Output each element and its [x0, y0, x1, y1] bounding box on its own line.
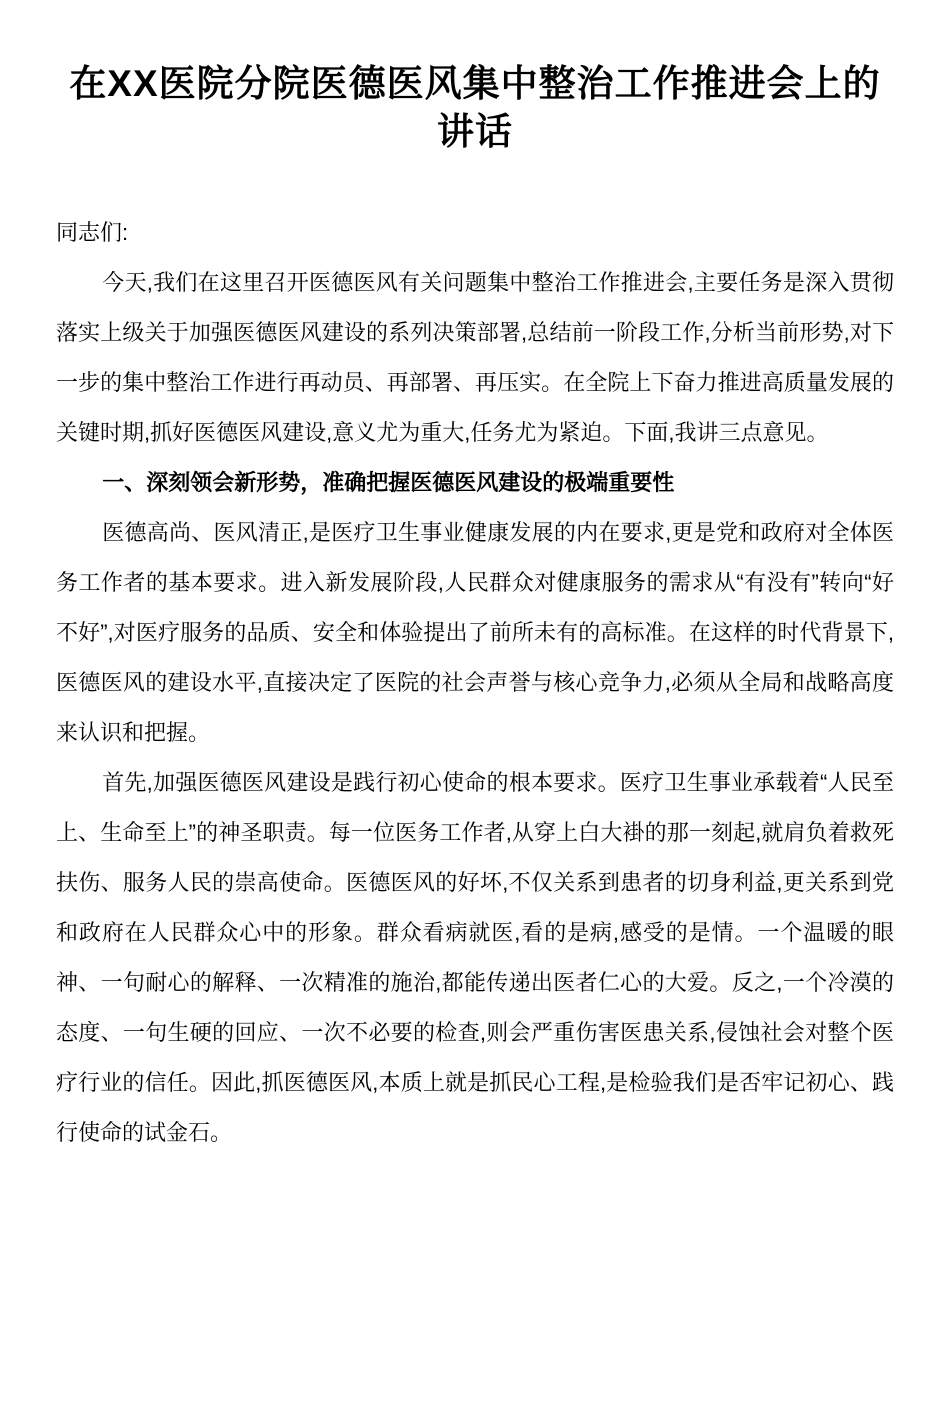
salutation: 同志们:	[56, 220, 129, 245]
document-body	[56, 208, 894, 1158]
document-title: 在XX医院分院医德医风集中整治工作推进会上的讲话	[69, 63, 881, 152]
intro-paragraph: 今天,我们在这里召开医德医风有关问题集中整治工作推进会,主要任务是深入贯彻落实上级关于加强医德医风建设的系列决策部署,总结前一阶段工作,分析当前形势,对下一步的集中整治工作进行再动员、再部署、再压实。在全院上下奋力推进高质量发展的关键时期,抓好医德医风建设,意义尤为重大,任务尤为紧迫。下面,我讲三点意见。	[56, 270, 894, 445]
section-1-paragraph-1: 医德高尚、医风清正,是医疗卫生事业健康发展的内在要求,更是党和政府对全体医务工作者的基本要求。进入新发展阶段,人民群众对健康服务的需求从“有没有”转向“好不好”,对医疗服务的品质、安全和体验提出了前所未有的高标准。在这样的时代背景下,医德医风的建设水平,直接决定了医院的社会声誉与核心竞争力,必须从全局和战略高度来认识和把握。	[56, 520, 894, 745]
section-1-paragraph-2: 首先,加强医德医风建设是践行初心使命的根本要求。医疗卫生事业承载着“人民至上、生命至上”的神圣职责。每一位医务工作者,从穿上白大褂的那一刻起,就肩负着救死扶伤、服务人民的崇高使命。医德医风的好坏,不仅关系到患者的切身利益,更关系到党和政府在人民群众心中的形象。群众看病就医,看的是病,感受的是情。一个温暖的眼神、一句耐心的解释、一次精准的施治,都能传递出医者仁心的大爱。反之,一个冷漠的态度、一句生硬的回应、一次不必要的检查,则会严重伤害医患关系,侵蚀社会对整个医疗行业的信任。因此,抓医德医风,本质上就是抓民心工程,是检验我们是否牢记初心、践行使命的试金石。	[56, 770, 894, 1145]
document-page	[0, 60, 950, 1404]
section-1-heading: 一、深刻领会新形势，准确把握医德医风建设的极端重要性	[102, 470, 675, 495]
